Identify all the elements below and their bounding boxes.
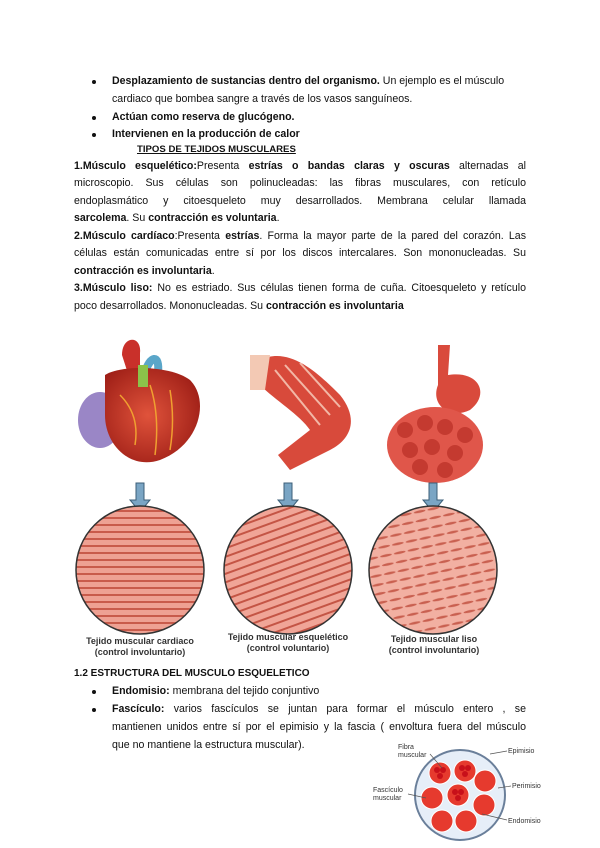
bullet-transport: Desplazamiento de sustancias dentro del organismo. Un ejemplo es el músculo [112, 75, 505, 87]
bullet-transport-cont: cardiaco que bombea sangre a través de los vasos sanguíneos. [112, 93, 413, 105]
bullet-fasciculo-2: mantienen unidos entre sí por el epimisio y la fascia ( envoltura fuera del músculo [112, 721, 526, 733]
muscle-types-figure [60, 335, 530, 660]
caption-smooth: Tejido muscular liso (control involuntario) [388, 634, 480, 655]
skeletal-line-2: microscopio. Sus células son polinucleadas: las fibras musculares, con retículo [74, 177, 526, 189]
types-heading: TIPOS DE TEJIDOS MUSCULARES [137, 144, 296, 155]
bullet-dot [92, 133, 96, 137]
label-perimisio: Perimisio [512, 783, 541, 790]
skeletal-line-4: sarcolema. Su contracción es voluntaria. [74, 212, 280, 224]
skeletal-tissue-circle [224, 506, 352, 634]
cardiac-tissue-circle [76, 506, 204, 634]
bullet-fasciculo-3: que no mantiene la estructura muscular). [112, 739, 305, 751]
bullet-fasciculo-1: Fascículo: varios fascículos se juntan para formar el músculo entero , se [112, 703, 526, 715]
caption-cardiac: Tejido muscular cardiaco (control involuntario) [86, 636, 194, 657]
heart-illustration [78, 340, 200, 462]
caption-skeletal: Tejido muscular esquelético (control voluntario) [227, 632, 349, 653]
skeletal-line-3: endoplasmático y citoesqueleto muy desarrollados. Membrana celular llamada [74, 195, 526, 207]
diagram-leader-lines [370, 740, 540, 840]
bullet-endomisio: Endomisio: membrana del tejido conjuntivo [112, 685, 320, 697]
smooth-line-2: poco desarrollados. Mononucleadas. Su contracción es involuntaria [74, 300, 404, 312]
label-endomisio: Endomisio [508, 818, 541, 825]
bullet-dot [92, 116, 96, 120]
bullet-heat: Intervienen en la producción de calor [112, 128, 300, 140]
label-fasciculo-muscular: Fascículo muscular [373, 787, 403, 802]
label-epimisio: Epimisio [508, 748, 535, 755]
cardiac-line-1: 2.Músculo cardíaco:Presenta estrías. Forma la mayor parte de la pared del corazón. Las [74, 230, 526, 242]
smooth-tissue-circle [369, 506, 497, 634]
arm-illustration [250, 355, 351, 470]
section-heading: 1.2 ESTRUCTURA DEL MUSCULO ESQUELETICO [74, 668, 310, 679]
cardiac-line-3: contracción es involuntaria. [74, 265, 215, 277]
digestive-illustration [387, 345, 483, 483]
label-fibra-muscular: Fibra muscular [398, 744, 427, 759]
bullet-dot [92, 80, 96, 84]
cardiac-line-2: células están comunicadas entre sí por los discos intercalares. Son mononucleadas. Su [74, 247, 526, 259]
smooth-line-1: 3.Músculo liso: No es estriado. Sus células tienen forma de cuña. Citoesqueleto y retículo [74, 282, 526, 294]
skeletal-line-1: 1.Músculo esquelético:Presenta estrías o bandas claras y oscuras alternadas al [74, 160, 527, 172]
bullet-dot [92, 690, 96, 694]
bullet-glycogen: Actúan como reserva de glucógeno. [112, 111, 295, 123]
bullet-dot [92, 708, 96, 712]
